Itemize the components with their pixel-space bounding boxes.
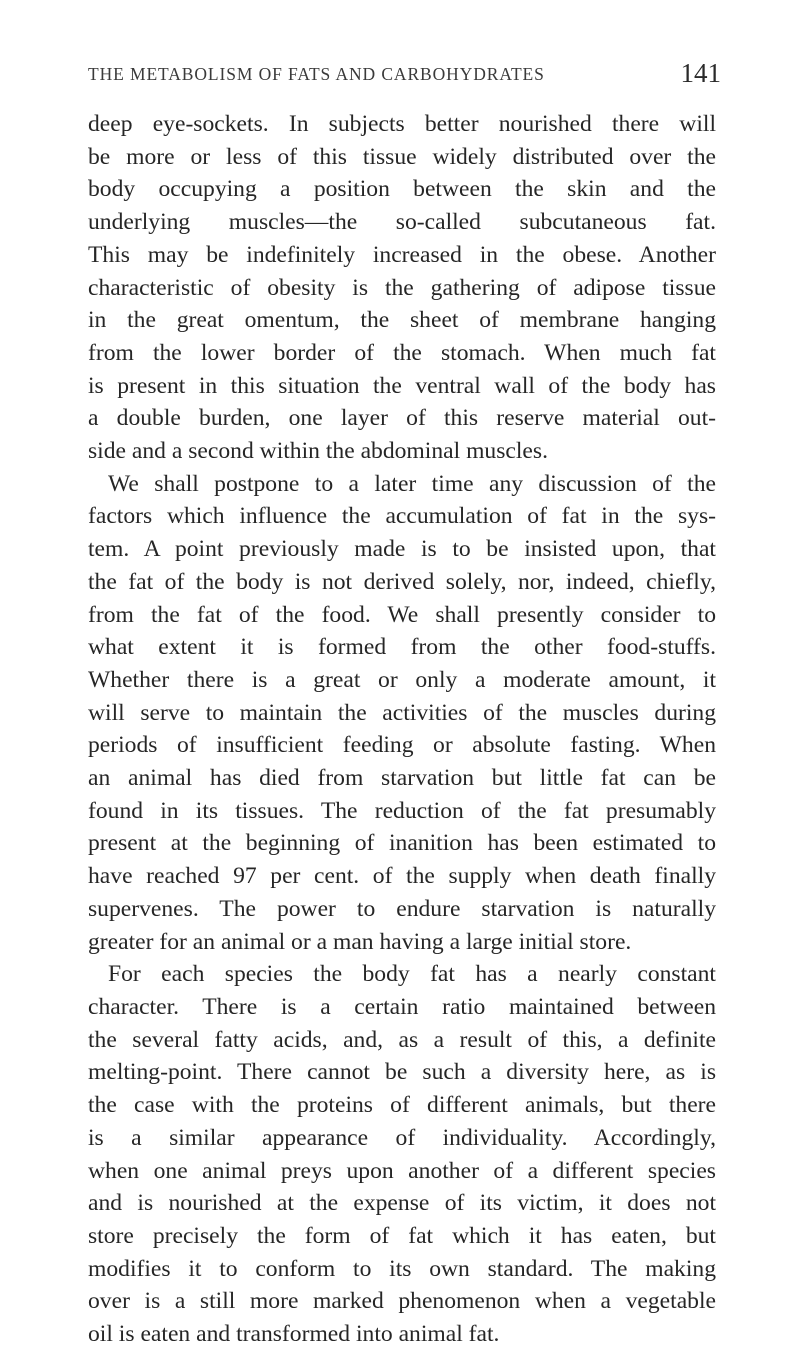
- text-line: will serve to maintain the activities of the muscles during: [88, 699, 716, 726]
- page-number: 141: [680, 58, 721, 88]
- text-line: This may be indefinitely increased in the obese. Another: [88, 241, 716, 268]
- text-line: is a similar appearance of individuality. Accordingly,: [88, 1124, 716, 1151]
- text-line: is present in this situation the ventral wall of the body has: [88, 372, 716, 399]
- text-line: deep eye-sockets. In subjects better nourished there will: [88, 111, 716, 137]
- text-line: We shall postpone to a later time any discussion of the: [108, 470, 716, 497]
- text-line: factors which influence the accumulation of fat in the sys-: [88, 503, 716, 530]
- text-line: body occupying a position between the skin and the: [88, 176, 716, 203]
- running-head: [88, 58, 721, 98]
- text-line: from the fat of the food. We shall presently consider to: [88, 601, 716, 628]
- text-line: periods of insufficient feeding or absolute fasting. When: [88, 732, 716, 759]
- text-line: character. There is a certain ratio maintained between: [88, 993, 716, 1020]
- text-line: be more or less of this tissue widely distributed over the: [88, 143, 716, 170]
- text-line: have reached 97 per cent. of the supply when death finally: [88, 863, 716, 890]
- text-line: what extent it is formed from the other food-stuffs.: [88, 634, 716, 661]
- text-line: supervenes. The power to endure starvation is naturally: [88, 895, 716, 922]
- text-line: greater for an animal or a man having a large initial store.: [88, 928, 632, 955]
- text-line: modifies it to conform to its own standard. The making: [88, 1255, 716, 1282]
- text-line: store precisely the form of fat which it has eaten, but: [88, 1222, 716, 1249]
- text-line: and is nourished at the expense of its victim, it does not: [88, 1190, 716, 1217]
- text-line: tem. A point previously made is to be insisted upon, that: [88, 536, 716, 563]
- body-text: [88, 108, 716, 1351]
- text-line: the case with the proteins of different animals, but there: [88, 1092, 716, 1119]
- text-line: oil is eaten and transformed into animal fat.: [88, 1321, 500, 1348]
- text-line: underlying muscles—the so-called subcutaneous fat.: [88, 209, 716, 236]
- text-line: in the great omentum, the sheet of membrane hanging: [88, 307, 716, 334]
- text-line: side and a second within the abdominal muscles.: [88, 438, 548, 465]
- text-line: the fat of the body is not derived solely, nor, indeed, chiefly,: [88, 568, 716, 595]
- text-line: Whether there is a great or only a moderate amount, it: [88, 666, 716, 693]
- text-line: from the lower border of the stomach. When much fat: [88, 339, 716, 366]
- text-line: the several fatty acids, and, as a result of this, a definite: [88, 1026, 716, 1053]
- text-line: an animal has died from starvation but little fat can be: [88, 765, 716, 792]
- text-line: For each species the body fat has a nearly constant: [108, 961, 716, 988]
- text-line: characteristic of obesity is the gathering of adipose tissue: [88, 274, 716, 301]
- text-line: present at the beginning of inanition has been estimated to: [88, 830, 716, 857]
- text-line: over is a still more marked phenomenon when a vegetable: [88, 1288, 716, 1315]
- running-title: THE METABOLISM OF FATS AND CARBOHYDRATES: [88, 64, 545, 84]
- text-line: found in its tissues. The reduction of the fat presumably: [88, 797, 716, 824]
- text-line: when one animal preys upon another of a different species: [88, 1157, 716, 1184]
- text-line: melting-point. There cannot be such a diversity here, as is: [88, 1059, 716, 1086]
- text-line: a double burden, one layer of this reserve material out-: [88, 405, 716, 432]
